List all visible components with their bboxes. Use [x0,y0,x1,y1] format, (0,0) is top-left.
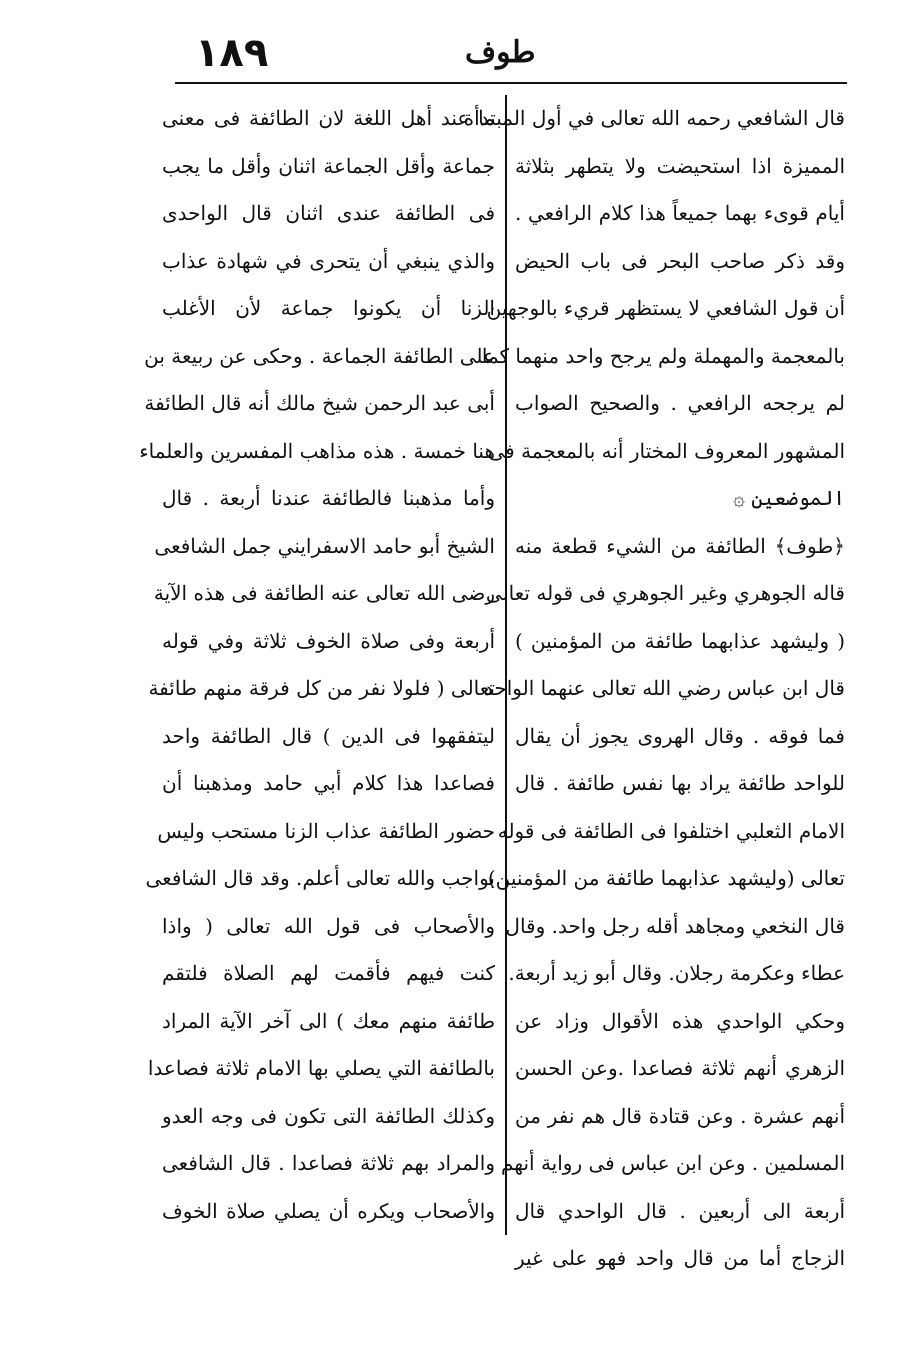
text-line: للواحد طائفة يراد بها نفس طائفة . قال [515,771,845,795]
text-line: أيام قوىء بهما جميعاً هذا كلام الرافعي . [515,201,845,225]
text-line: وقد ذكر صاحب البحر فى باب الحيض [515,248,845,273]
text-line: ( وليشهد عذابهما طائفة من المؤمنين ) [515,628,845,653]
text-line: الشيخ أبو حامد الاسفرايني جمل الشافعى [154,533,495,558]
text-line: المسلمين . وعن ابن عباس فى رواية أنهم [500,1151,845,1175]
text-line: رضى الله تعالى عنه الطائفة فى هذه الآية [153,581,495,605]
text-line: قاله الجوهري وغير الجوهري فى قوله تعالى [485,581,845,605]
left-column [139,95,495,1235]
text-line: بالمعجمة والمهملة ولم يرجح واحد منهما كما [481,343,845,368]
page-number: ١٨٩ [195,30,269,76]
text-line: على الطائفة الجماعة . وحكى عن ربيعة بن [144,343,495,368]
page-header [175,30,847,76]
text-line: الامام الثعلبي اختلفوا فى الطائفة فى قوله [497,818,845,843]
text-line: ما عند أهل اللغة لان الطائفة فى معنى [162,106,495,130]
text-line: الموضعين ۞ [733,486,845,510]
text-line: كنت فيهم فأقمت لهم الصلاة فلتقم [162,961,495,985]
right-column [463,95,845,1283]
text-line: فى الطائفة عندى اثنان قال الواحدى [162,201,495,225]
text-line: أربعة الى أربعين . قال الواحدي قال [515,1198,845,1223]
text-line: أن قول الشافعي لا يستظهر قريء بالوجهين [486,296,845,320]
text-line: تعالى (وليشهد عذابهما طائفة من المؤمنين) [487,866,845,890]
text-line: قال الشافعي رحمه الله تعالى في أول المبتدأة [463,106,845,130]
text-line: بالطائفة التي يصلي بها الامام ثلاثة فصاعدا [147,1056,495,1080]
text-line: والذي ينبغي أن يتحرى في شهادة عذاب [162,248,495,273]
text-line: فما فوقه . وقال الهروى يجوز أن يقال [515,723,845,748]
text-line: الزجاج أما من قال واحد فهو على غير [515,1246,845,1270]
text-line: ﴿طوف﴾ الطائفة من الشيء قطعة منه [515,533,845,558]
text-line: الزهري أنهم ثلاثة فصاعدا .وعن الحسن [515,1056,845,1080]
header-rule [175,82,847,84]
text-line: ليتفقهوا فى الدين ) قال الطائفة واحد [162,723,495,748]
text-line: حضور الطائفة عذاب الزنا مستحب وليس [157,818,495,843]
text-line: لم يرجحه الرافعي . والصحيح الصواب [515,391,845,415]
text-line: جماعة وأقل الجماعة اثنان وأقل ما يجب [162,153,495,178]
text-line: تعالى ( فلولا نفر من كل فرقة منهم طائفة [148,676,495,700]
text-line: والأصحاب فى قول الله تعالى ( واذا [162,913,495,938]
text-line: أربعة وفى صلاة الخوف ثلاثة وفي قوله [162,628,495,653]
text-line: وأما مذهبنا فالطائفة عندنا أربعة . قال [162,486,495,510]
text-line: الزنا أن يكونوا جماعة لأن الأغلب [162,296,495,320]
text-line: هنا خمسة . هذه مذاهب المفسرين والعلماء [139,438,495,463]
text-line: المميزة اذا استحيضت ولا يتطهر بثلاثة [515,153,845,178]
text-line: عطاء وعكرمة رجلان. وقال أبو زيد أربعة. [508,961,845,985]
text-line: والمراد بهم ثلاثة فصاعدا . قال الشافعى [162,1151,495,1175]
text-line: وحكي الواحدي هذه الأقوال وزاد عن [515,1008,845,1033]
text-line: بواجب والله تعالى أعلم. وقد قال الشافعى [145,866,495,890]
text-line: قال ابن عباس رضي الله تعالى عنهما الواحد [483,676,845,700]
text-line: أبى عبد الرحمن شيخ مالك أنه قال الطائفة [144,391,495,415]
text-line: فصاعدا هذا كلام أبي حامد ومذهبنا أن [162,771,495,795]
text-line: المشهور المعروف المختار أنه بالمعجمة فى [488,438,845,463]
text-line: أنهم عشرة . وعن قتادة قال هم نفر من [515,1103,845,1128]
text-line: قال النخعي ومجاهد أقله رجل واحد. وقال [505,913,845,938]
text-line: وكذلك الطائفة التى تكون فى وجه العدو [162,1103,495,1128]
running-head: طوف [465,35,536,70]
text-line: والأصحاب ويكره أن يصلي صلاة الخوف [162,1198,495,1223]
text-line: طائفة منهم معك ) الى آخر الآية المراد [162,1008,495,1033]
